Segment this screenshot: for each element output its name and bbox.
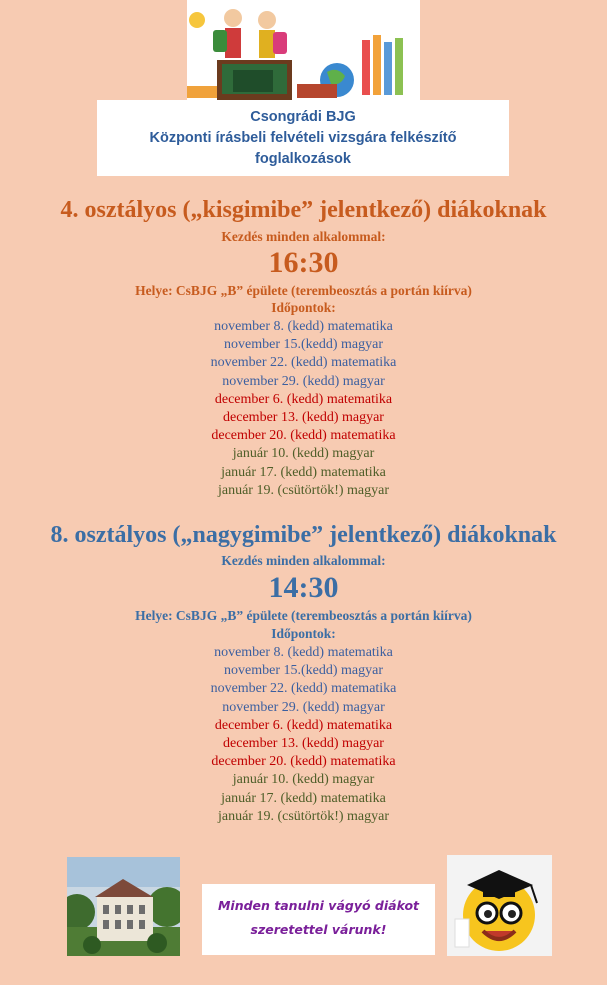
- list-item: november 8. (kedd) matematika: [214, 645, 393, 660]
- section8-time: 14:30: [268, 571, 339, 604]
- section4-date-list: [0, 318, 607, 500]
- list-item: január 10. (kedd) magyar: [232, 446, 375, 462]
- list-item: január 10. (kedd) magyar: [232, 772, 375, 788]
- list-item: november 29. (kedd) magyar: [222, 373, 385, 389]
- title-line: Központi írásbeli felvételi vizsgára felkészítő: [149, 130, 457, 146]
- list-item: január 17. (kedd) matematika: [221, 790, 386, 806]
- list-item: november 8. (kedd) matematika: [214, 319, 393, 334]
- list-item: november 15.(kedd) magyar: [224, 337, 383, 353]
- section4-heading: 4. osztályos („kisgimibe” jelentkező) diákoknak: [60, 197, 547, 223]
- list-item: december 6. (kedd) matematika: [214, 391, 393, 407]
- list-item: január 19. (csütörtök!) magyar: [217, 482, 390, 498]
- list-item: december 6. (kedd) matematika: [214, 717, 393, 733]
- section4-dates-label: Időpontok:: [271, 300, 336, 315]
- list-item: november 15.(kedd) magyar: [224, 663, 383, 679]
- slogan-line-1: Minden tanulni vágyó diákot: [217, 898, 420, 913]
- section4-time: 16:30: [268, 246, 339, 279]
- list-item: november 22. (kedd) matematika: [210, 355, 397, 371]
- school-kids-illustration: [187, 0, 420, 101]
- slogan-line-2: szeretettel várunk!: [250, 922, 387, 937]
- list-item: december 20. (kedd) matematika: [211, 428, 396, 444]
- title-box: [97, 100, 509, 176]
- section8-dates-label: Időpontok:: [271, 626, 336, 641]
- list-item: december 20. (kedd) matematika: [211, 754, 396, 770]
- section8-location: Helye: CsBJG „B” épülete (terembeosztás a portán kiírva): [135, 608, 472, 623]
- section4-location: Helye: CsBJG „B” épülete (terembeosztás a portán kiírva): [135, 283, 472, 298]
- list-item: december 13. (kedd) magyar: [223, 736, 384, 752]
- list-item: január 19. (csütörtök!) magyar: [217, 808, 390, 824]
- title-line-2: foglalkozások: [255, 151, 351, 167]
- list-item: január 17. (kedd) matematika: [221, 464, 386, 480]
- section8-heading: 8. osztályos („nagygimibe” jelentkező) diákoknak: [50, 522, 557, 548]
- section8-start-label: Kezdés minden alkalommal:: [221, 553, 386, 568]
- graduate-smiley-icon: [447, 855, 552, 956]
- list-item: november 29. (kedd) magyar: [222, 699, 385, 715]
- school-building-photo: [67, 857, 180, 956]
- list-item: november 22. (kedd) matematika: [210, 681, 397, 697]
- list-item: december 13. (kedd) magyar: [223, 410, 384, 426]
- section8-date-list: [0, 644, 607, 826]
- slogan-box: [202, 884, 435, 955]
- school-name: Csongrádi BJG: [250, 109, 356, 125]
- section4-start-label: Kezdés minden alkalommal:: [221, 229, 386, 244]
